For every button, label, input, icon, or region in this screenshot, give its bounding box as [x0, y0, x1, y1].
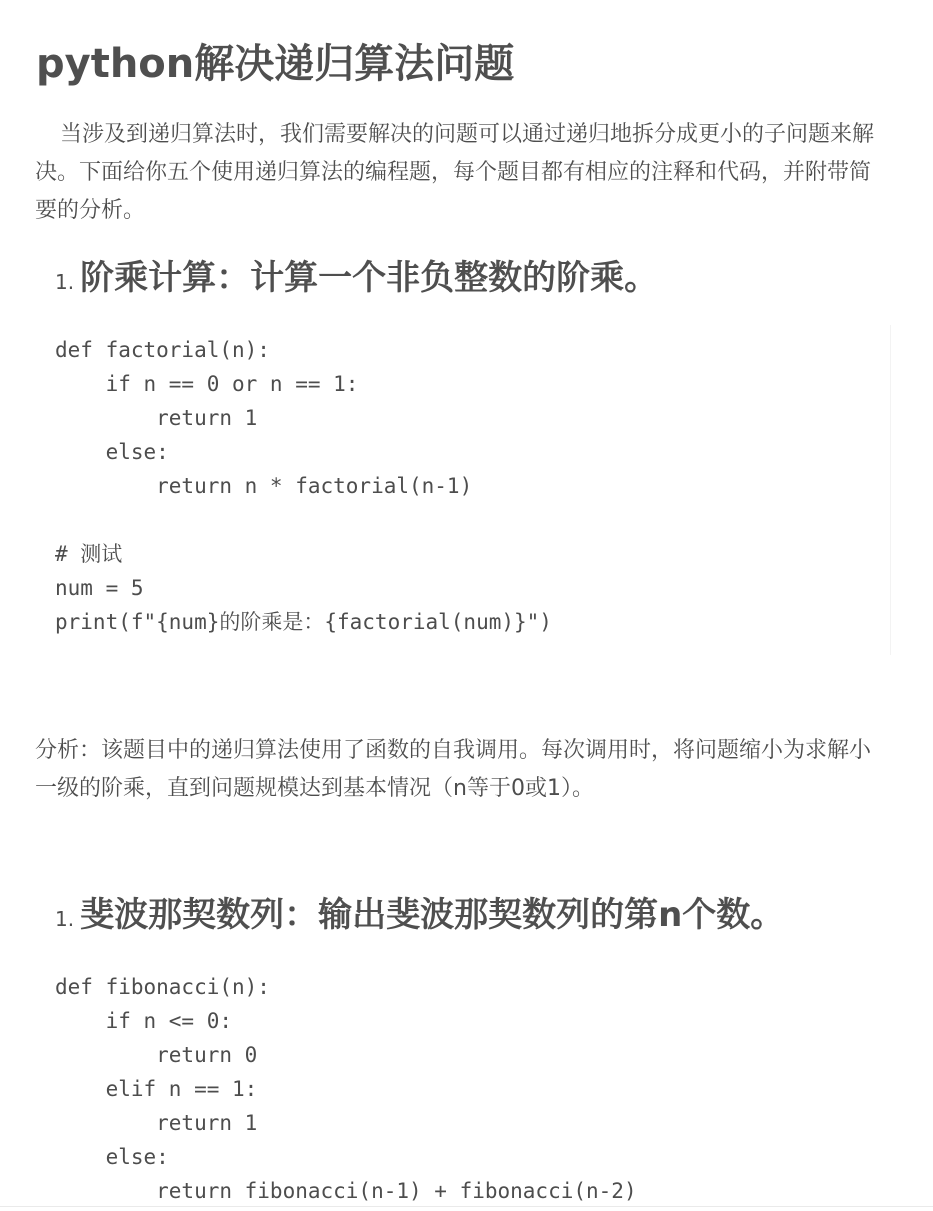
code-block-fibonacci: def fibonacci(n): if n <= 0: return 0 elif n == 1: return 1 else: return fibonacci(n-1) + fibonacci(n-2) — [55, 975, 637, 1203]
section-title: 斐波那契数列：输出斐波那契数列的第n个数。 — [80, 895, 785, 935]
section-title: 阶乘计算：计算一个非负整数的阶乘。 — [80, 258, 659, 298]
article-intro: 当涉及到递归算法时，我们需要解决的问题可以通过递归地拆分成更小的子问题来解决。下面给你五个使用递归算法的编程题，每个题目都有相应的注释和代码，并附带简要的分析。 — [35, 122, 875, 223]
section-number: 1. — [55, 270, 75, 294]
divider — [0, 1206, 933, 1207]
article-title: python解决递归算法问题 — [36, 41, 515, 87]
section-heading-factorial — [55, 250, 658, 299]
code-block-factorial: def factorial(n): if n == 0 or n == 1: return 1 else: return n * factorial(n-1) # 测试 num = 5 print(f"{num}的阶乘是：{factorial(num)}") — [55, 338, 552, 634]
section-heading-fibonacci — [55, 887, 784, 936]
section-number: 1. — [55, 907, 75, 931]
analysis-paragraph: 分析：该题目中的递归算法使用了函数的自我调用。每次调用时，将问题缩小为求解小一级的阶乘，直到问题规模达到基本情况（n等于0或1）。 — [35, 738, 872, 801]
